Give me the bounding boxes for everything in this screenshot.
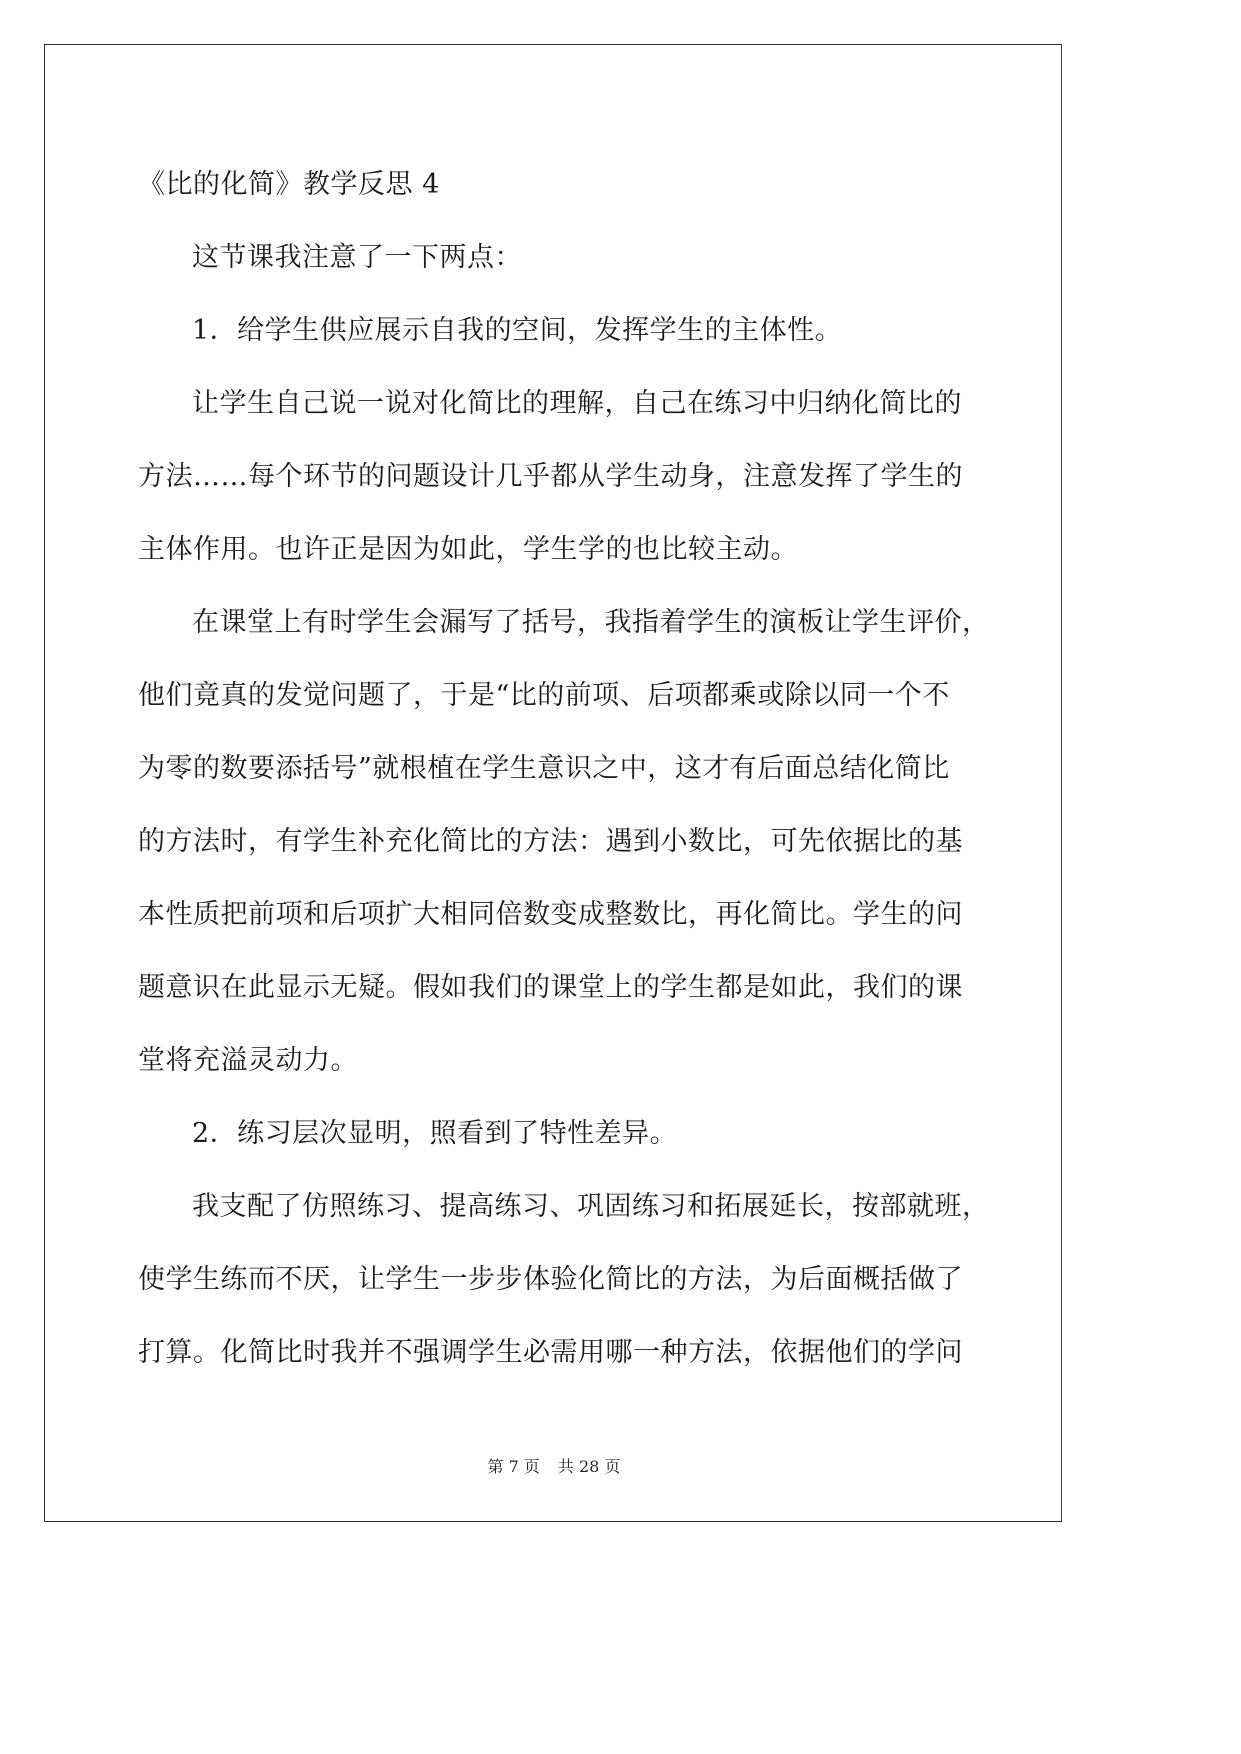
text-line: 主体作用。也许正是因为如此，学生学的也比较主动。 (138, 534, 798, 565)
text-line: 我支配了仿照练习、提高练习、巩固练习和拓展延长，按部就班， (192, 1191, 990, 1222)
page-number: 第 7 页 (487, 1457, 540, 1476)
document-body (138, 148, 990, 1389)
page-footer (0, 1454, 1108, 1477)
text-line: 为零的数要添括号”就根植在学生意识之中，这才有后面总结化简比 (138, 753, 950, 784)
text-line: 堂将充溢灵动力。 (138, 1045, 358, 1076)
page-total: 共 28 页 (557, 1457, 621, 1476)
text-line: 1．给学生供应展示自我的空间，发挥学生的主体性。 (192, 315, 843, 346)
text-line: 的方法时，有学生补充化简比的方法：遇到小数比，可先依据比的基 (138, 826, 963, 857)
text-line: 他们竟真的发觉问题了，于是“比的前项、后项都乘或除以同一个不 (138, 680, 950, 711)
text-line: 方法……每个环节的问题设计几乎都从学生动身，注意发挥了学生的 (138, 461, 963, 492)
text-line: 在课堂上有时学生会漏写了括号，我指着学生的演板让学生评价， (192, 607, 990, 638)
text-line: 使学生练而不厌，让学生一步步体验化简比的方法，为后面概括做了 (138, 1264, 963, 1295)
text-line: 2．练习层次显明，照看到了特性差异。 (192, 1118, 678, 1149)
text-line: 打算。化简比时我并不强调学生必需用哪一种方法，依据他们的学问 (138, 1337, 963, 1368)
text-line: 这节课我注意了一下两点： (192, 242, 522, 273)
text-line: 题意识在此显示无疑。假如我们的课堂上的学生都是如此，我们的课 (138, 972, 963, 1003)
text-line: 让学生自己说一说对化简比的理解，自己在练习中归纳化简比的 (192, 388, 962, 419)
document-title: 《比的化简》教学反思 4 (138, 169, 440, 200)
text-line: 本性质把前项和后项扩大相同倍数变成整数比，再化简比。学生的问 (138, 899, 963, 930)
